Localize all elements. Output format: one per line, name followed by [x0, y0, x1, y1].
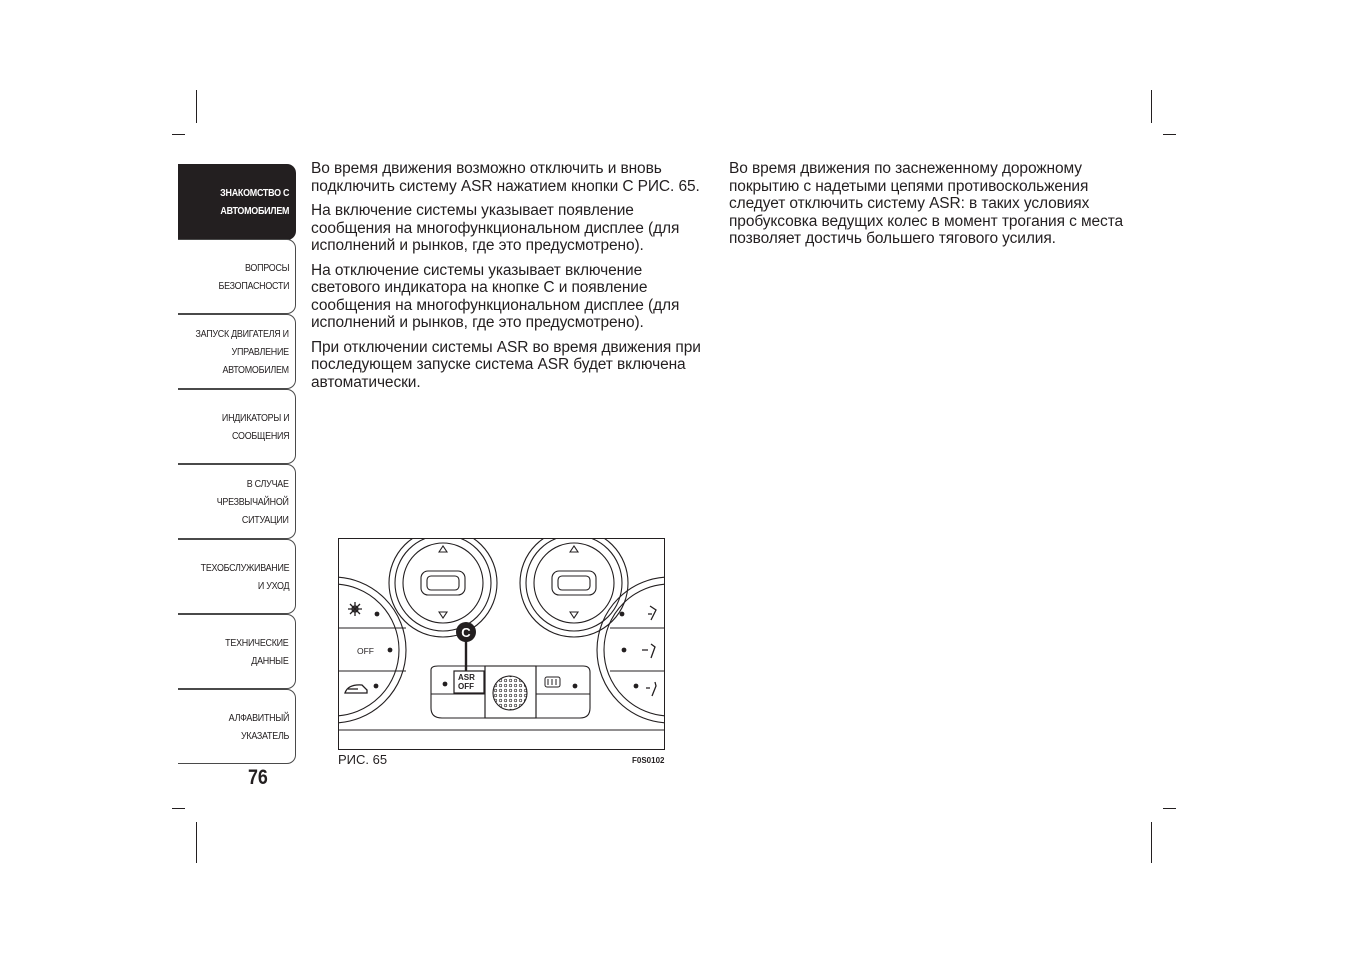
tab-label: ЗНАКОМСТВО С АВТОМОБИЛЕМ: [219, 187, 289, 217]
paragraph: Во время движения возможно отключить и вновь подключить систему ASR нажатием кнопки C РИС. 65.: [311, 160, 700, 195]
asr-label: ASR: [458, 673, 475, 682]
figure-code: F0S0102: [632, 756, 665, 765]
crop-mark: [196, 822, 197, 863]
crop-mark: [1163, 808, 1176, 809]
crop-mark: [1151, 90, 1152, 123]
tab-indicators-messages[interactable]: [178, 389, 296, 464]
paragraph: При отключении системы ASR во время движения при последующем запуске система ASR будет включена автоматически.: [311, 338, 701, 391]
paragraph: На отключение системы указывает включение светового индикатора на кнопке C и появление сообщения на многофункциональном дисплее (для исполнений и рынков, где это предусмотрено).: [311, 261, 680, 331]
left-column: [311, 160, 701, 398]
climate-control-figure: [338, 538, 666, 751]
tab-label: ВОПРОСЫ БЕЗОПАСНОСТИ: [218, 261, 289, 292]
tab-getting-to-know-car[interactable]: [178, 164, 296, 240]
tab-starting-driving[interactable]: [178, 314, 296, 389]
crop-mark: [1151, 822, 1152, 863]
tab-label: ТЕХНИЧЕСКИЕ ДАННЫЕ: [225, 636, 289, 667]
tab-index[interactable]: [178, 689, 296, 764]
crop-mark: [172, 134, 185, 135]
crop-mark: [172, 808, 185, 809]
asr-off-label: OFF: [458, 682, 474, 691]
figure-caption: РИС. 65: [338, 752, 388, 767]
right-column: [729, 160, 1124, 255]
crop-mark: [1163, 134, 1176, 135]
tab-label: ЗАПУСК ДВИГАТЕЛЯ И УПРАВЛЕНИЕ АВТОМОБИЛЕМ: [195, 327, 289, 376]
tab-label: АЛФАВИТНЫЙ УКАЗАТЕЛЬ: [228, 711, 289, 742]
tab-safety[interactable]: [178, 239, 296, 314]
tab-maintenance[interactable]: [178, 539, 296, 614]
off-button-label: OFF: [357, 646, 374, 656]
page-number: 76: [248, 766, 268, 789]
crop-mark: [196, 90, 197, 123]
tab-label: ТЕХОБСЛУЖИВАНИЕ И УХОД: [200, 561, 289, 592]
tab-label: В СЛУЧАЕ ЧРЕЗВЫЧАЙНОЙ СИТУАЦИИ: [217, 477, 289, 526]
paragraph: На включение системы указывает появление сообщения на многофункциональном дисплее (для исполнений и рынков, где это предусмотрено).: [311, 202, 680, 254]
callout-label: C: [461, 625, 471, 640]
tab-label: ИНДИКАТОРЫ И СООБЩЕНИЯ: [221, 411, 289, 442]
tab-emergency[interactable]: [178, 464, 296, 539]
paragraph: Во время движения по заснеженному дорожному покрытию с надетыми цепями противоскольжения следует отключить систему ASR: в таких условиях пробуксовка ведущих колес в момент трогания с места позволяет достичь большего тягового усилия.: [729, 160, 1124, 247]
tab-technical-data[interactable]: [178, 614, 296, 689]
fan-icon: [348, 602, 362, 616]
